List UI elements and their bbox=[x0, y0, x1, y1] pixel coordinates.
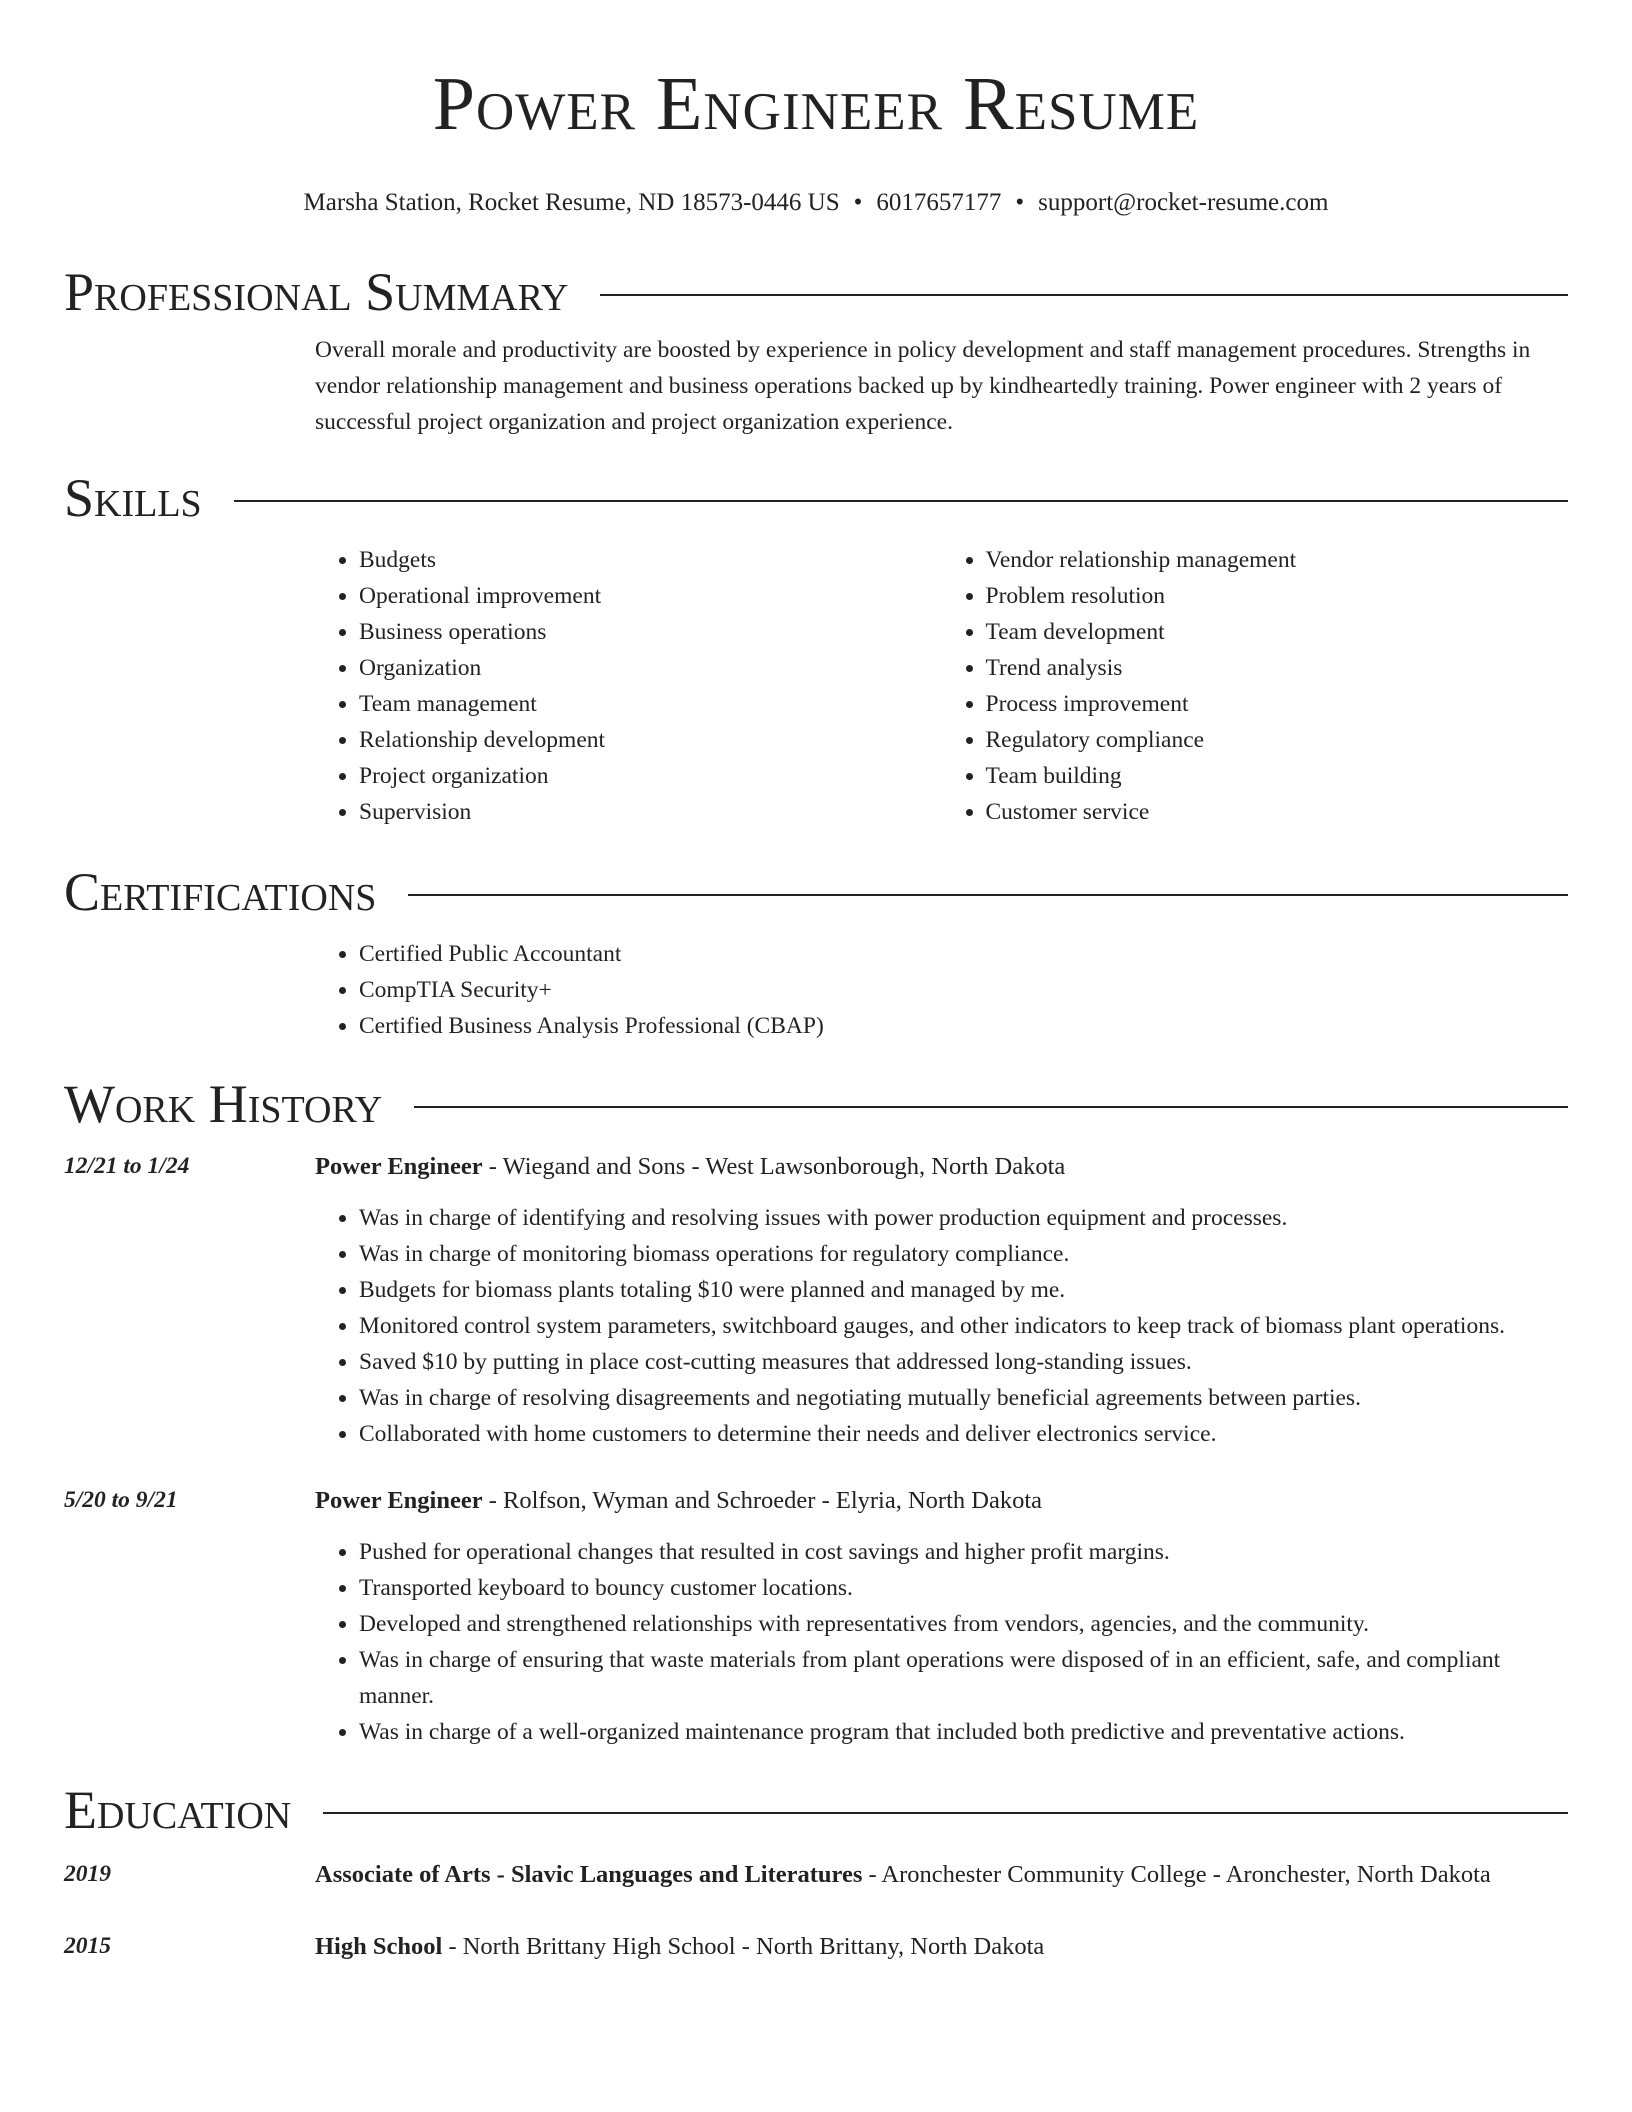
job-header bbox=[64, 1148, 1568, 1186]
job-duty-item: • Was in charge of identifying and resolving issues with power production equipment and processes. bbox=[359, 1200, 1568, 1236]
skills-column-left bbox=[315, 542, 942, 830]
education-entry bbox=[64, 1856, 1568, 1894]
skill-item: • Process improvement bbox=[986, 686, 1569, 722]
job-duty-item: • Was in charge of ensuring that waste materials from plant operations were disposed of in an efficient, safe, and compliant manner. bbox=[359, 1642, 1568, 1714]
certification-item: • CompTIA Security+ bbox=[359, 972, 1568, 1008]
skill-item: • Team building bbox=[986, 758, 1569, 794]
skill-item: • Organization bbox=[359, 650, 942, 686]
skill-item: • Project organization bbox=[359, 758, 942, 794]
education-line bbox=[315, 1856, 1568, 1894]
summary-section-header bbox=[64, 260, 1568, 324]
skill-item: • Regulatory compliance bbox=[986, 722, 1569, 758]
summary-text: Overall morale and productivity are boosted by experience in policy development and staff management procedures. Strengths in vendor relationship management and business operations backed up by kindheartedly training. Power engineer with 2 years of successful project organization and project organization experience. bbox=[315, 337, 1531, 435]
job-duty-item: • Was in charge of resolving disagreements and negotiating mutually beneficial agreements between parties. bbox=[359, 1380, 1568, 1416]
education-year: 2019 bbox=[64, 1861, 111, 1887]
job-entry bbox=[64, 1148, 1568, 1452]
skill-item: • Business operations bbox=[359, 614, 942, 650]
skill-item: • Team management bbox=[359, 686, 942, 722]
job-employer: - Rolfson, Wyman and Schroeder - Elyria, North Dakota bbox=[482, 1487, 1043, 1514]
job-duty-item: • Was in charge of a well-organized maintenance program that included both predictive and preventative actions. bbox=[359, 1714, 1568, 1750]
job-title: Power Engineer bbox=[315, 1153, 483, 1180]
job-dates: 12/21 to 1/24 bbox=[64, 1153, 190, 1179]
education-heading: Education bbox=[64, 1780, 292, 1840]
skill-item: • Supervision bbox=[359, 794, 942, 830]
skill-item: • Customer service bbox=[986, 794, 1569, 830]
education-school: - North Brittany High School - North Brittany, North Dakota bbox=[442, 1933, 1045, 1960]
section-divider bbox=[234, 500, 1568, 502]
resume-title: Power Engineer Resume bbox=[432, 62, 1200, 146]
education-line bbox=[315, 1928, 1568, 1966]
skill-item: • Team development bbox=[986, 614, 1569, 650]
job-header bbox=[64, 1482, 1568, 1520]
summary-heading: Professional Summary bbox=[64, 262, 569, 322]
certifications-heading: Certifications bbox=[64, 862, 377, 922]
contact-address: Marsha Station, Rocket Resume, ND 18573-0446 US bbox=[303, 189, 840, 216]
job-duty-item: • Was in charge of monitoring biomass operations for regulatory compliance. bbox=[359, 1236, 1568, 1272]
skill-item: • Problem resolution bbox=[986, 578, 1569, 614]
contact-separator: • bbox=[853, 189, 863, 216]
job-entry bbox=[64, 1482, 1568, 1750]
education-entry bbox=[64, 1928, 1568, 1966]
education-section-header bbox=[64, 1778, 1568, 1842]
education-year: 2015 bbox=[64, 1933, 111, 1959]
section-divider bbox=[600, 294, 1568, 296]
job-duty-item: • Collaborated with home customers to determine their needs and deliver electronics service. bbox=[359, 1416, 1568, 1452]
contact-line bbox=[64, 186, 1568, 220]
contact-email[interactable]: support@rocket-resume.com bbox=[1038, 189, 1329, 216]
job-title: Power Engineer bbox=[315, 1487, 483, 1514]
skills-list bbox=[64, 542, 1568, 830]
contact-phone: 6017657177 bbox=[876, 189, 1002, 216]
skill-item: • Trend analysis bbox=[986, 650, 1569, 686]
certification-item: • Certified Public Accountant bbox=[359, 936, 1568, 972]
job-duties bbox=[64, 1534, 1568, 1750]
skill-item: • Relationship development bbox=[359, 722, 942, 758]
job-duty-item: • Developed and strengthened relationships with representatives from vendors, agencies, and the community. bbox=[359, 1606, 1568, 1642]
section-divider bbox=[414, 1106, 1568, 1108]
skills-column-right bbox=[942, 542, 1569, 830]
summary-body bbox=[64, 332, 1568, 440]
job-title-line bbox=[315, 1482, 1568, 1520]
skills-section-header bbox=[64, 466, 1568, 530]
certifications-items bbox=[315, 936, 1568, 1044]
job-duty-item: • Transported keyboard to bouncy customer locations. bbox=[359, 1570, 1568, 1606]
skill-item: • Budgets bbox=[359, 542, 942, 578]
skills-heading: Skills bbox=[64, 468, 202, 528]
job-duties-list bbox=[315, 1200, 1568, 1452]
skill-item: • Operational improvement bbox=[359, 578, 942, 614]
job-duty-item: • Monitored control system parameters, switchboard gauges, and other indicators to keep track of biomass plant operations. bbox=[359, 1308, 1568, 1344]
work-heading: Work History bbox=[64, 1074, 383, 1134]
job-employer: - Wiegand and Sons - West Lawsonborough, North Dakota bbox=[482, 1153, 1066, 1180]
section-divider bbox=[323, 1812, 1568, 1814]
education-degree: Associate of Arts - Slavic Languages and Literatures bbox=[315, 1861, 863, 1888]
certifications-list bbox=[64, 936, 1568, 1044]
education-school: - Aronchester Community College - Aronchester, North Dakota bbox=[862, 1861, 1491, 1888]
certification-item: • Certified Business Analysis Professional (CBAP) bbox=[359, 1008, 1568, 1044]
skill-item: • Vendor relationship management bbox=[986, 542, 1569, 578]
job-duties-list bbox=[315, 1534, 1568, 1750]
contact-separator: • bbox=[1015, 189, 1025, 216]
work-section-header bbox=[64, 1072, 1568, 1136]
education-degree: High School bbox=[315, 1933, 443, 1960]
job-duty-item: • Saved $10 by putting in place cost-cutting measures that addressed long-standing issues. bbox=[359, 1344, 1568, 1380]
job-dates: 5/20 to 9/21 bbox=[64, 1487, 178, 1513]
job-duty-item: • Pushed for operational changes that resulted in cost savings and higher profit margins. bbox=[359, 1534, 1568, 1570]
job-title-line bbox=[315, 1148, 1568, 1186]
job-duty-item: • Budgets for biomass plants totaling $10 were planned and managed by me. bbox=[359, 1272, 1568, 1308]
section-divider bbox=[408, 894, 1568, 896]
job-duties bbox=[64, 1200, 1568, 1452]
certifications-section-header bbox=[64, 860, 1568, 924]
